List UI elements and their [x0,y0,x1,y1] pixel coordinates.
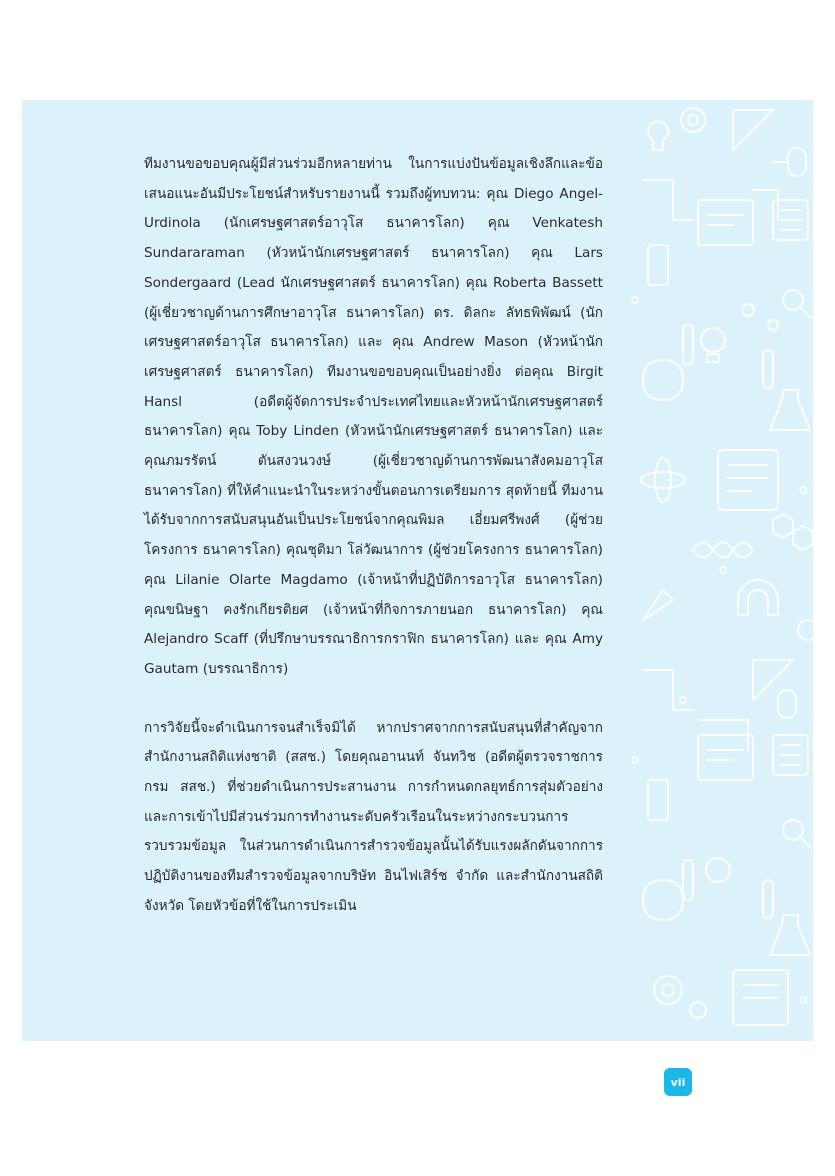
acknowledgements-text [144,150,603,922]
paragraph-reviewers: ทีมงานขอขอบคุณผู้มีส่วนร่วมอีกหลายท่าน ในการแบ่งปันข้อมูลเชิงลึกและข้อเสนอแนะอันมีประโยชน์สำหรับรายงานนี้ รวมถึงผู้ทบทวน: คุณ Diego Angel-Urdinola (นักเศรษฐศาสตร์อาวุโส ธนาคารโลก) คุณ Venkatesh Sundararaman (หัวหน้านักเศรษฐศาสตร์ ธนาคารโลก) คุณ Lars Sondergaard (Lead นักเศรษฐศาสตร์ ธนาคารโลก) คุณ Roberta Bassett (ผู้เชี่ยวชาญด้านการศึกษาอาวุโส ธนาคารโลก) ดร. ดิลกะ ลัทธพิพัฒน์ (นักเศรษฐศาสตร์อาวุโส ธนาคารโลก) และ คุณ Andrew Mason (หัวหน้านักเศรษฐศาสตร์ ธนาคารโลก) ทีมงานขอขอบคุณเป็นอย่างยิ่ง ต่อคุณ Birgit Hansl (อดีตผู้จัดการประจำประเทศไทยและหัวหน้านักเศรษฐศาสตร์ ธนาคารโลก) คุณ Toby Linden (หัวหน้านักเศรษฐศาสตร์ ธนาคารโลก) และ คุณภมรรัตน์ ตันสงวนวงษ์ (ผู้เชี่ยวชาญด้านการพัฒนาสังคมอาวุโส ธนาคารโลก) ที่ให้คำแนะนำในระหว่างขั้นตอนการเตรียมการ สุดท้ายนี้ ทีมงานได้รับจากการสนับสนุนอันเป็นประโยชน์จากคุณพิมล เอี่ยมศรีพงศ์ (ผู้ช่วยโครงการ ธนาคารโลก) คุณชุติมา โล่วัฒนาการ (ผู้ช่วยโครงการ ธนาคารโลก) คุณ Lilanie Olarte Magdamo (เจ้าหน้าที่ปฏิบัติการอาวุโส ธนาคารโลก) คุณขนิษฐา คงรักเกียรติยศ (เจ้าหน้าที่กิจการภายนอก ธนาคารโลก) คุณ Alejandro Scaff (ที่ปรึกษาบรรณาธิการกราฟิก ธนาคารโลก) และ คุณ Amy Gautam (บรรณาธิการ) [144,156,603,677]
page-number-badge: vii [664,1068,692,1096]
content-panel [22,100,813,1041]
paragraph-nso-support: การวิจัยนี้จะดำเนินการจนสำเร็จมิได้ หากปราศจากการสนับสนุนที่สำคัญจากสำนักงานสถิติแห่งชาติ (สสช.) โดยคุณอานนท์ จันทวิช (อดีตผู้ตรวจราชการกรม สสช.) ที่ช่วยดำเนินการประสานงาน การกำหนดกลยุทธ์การสุ่มตัวอย่าง และการเข้าไปมีส่วนร่วมการทำงานระดับครัวเรือนในระหว่างกระบวนการรวบรวมข้อมูล ในส่วนการดำเนินการสำรวจข้อมูลนั้นได้รับแรงผลักดันจากการปฏิบัติงานของทีมสำรวจข้อมูลจากบริษัท อินไฟเสิร์ช จำกัด และสำนักงานสถิติจังหวัด โดยหัวข้อที่ใช้ในการประเมิน [144,719,603,914]
science-pattern-icon [623,100,813,1041]
